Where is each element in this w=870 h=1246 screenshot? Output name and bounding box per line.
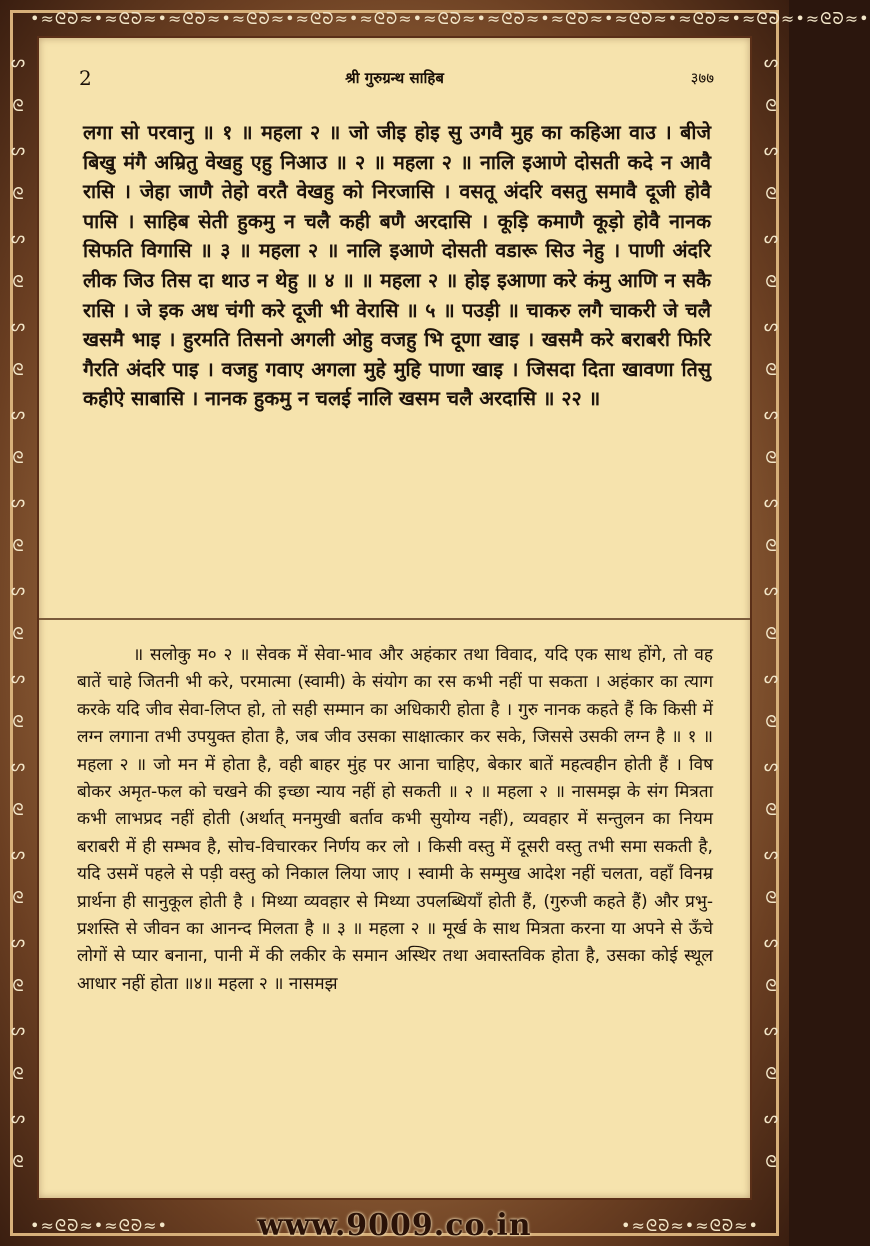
footer-website-link[interactable]: www.9009.co.in [257,1208,532,1243]
footer-left-ornament-icon: •≈ᘓᘐ≈•≈ᘓᘐ≈• [30,1216,168,1235]
page-header [39,66,750,92]
meaning-text-block [77,642,713,998]
page-number: 2 [79,66,92,90]
left-ornament-icon: ᔕ ᘓ ᔕ ᘓ ᔕ ᘓ ᔕ ᘓ ᔕ ᘓ ᔕ ᘓ ᔕ ᘓ ᔕ ᘓ ᔕ ᘓ ᔕ ᘓ ᔕ ᘓ ᔕ ᘓ ᔕ ᘓ [10,52,26,1171]
scripture-page [37,36,752,1200]
gurbani-paragraph: लगा सो परवानु ॥ १ ॥ महला २ ॥ जो जीइ होइ सु उगवै मुह का कहिआ वाउ । बीजे बिखु मंगै अम्रितु वेखहु एहु निआउ ॥ २ ॥ महला २ ॥ नालि इआणे दोसती कदे न आवै रासि । जेहा जाणै तेहो वरतै वेखहु को निरजासि । वसतू अंदरि वसतु समावै दूजी होवै पासि । साहिब सेती हुकमु न चलै कही बणै अरदासि । कूड़ि कमाणै कूड़ो होवै नानक सिफति विगासि ॥ ३ ॥ महला २ ॥ नालि इआणे दोसती वडारू सिउ नेहु । पाणी अंदरि लीक जिउ तिस दा थाउ न थेहु ॥ ४ ॥ ॥ महला २ ॥ होइ इआणा करे कंमु आणि न सकै रासि । जे इक अध चंगी करे दूजी भी वेरासि ॥ ५ ॥ पउड़ी ॥ चाकरु लगै चाकरी जे चलै खसमै भाइ । हुरमति तिसनो अगली ओहु वजहु भि दूणा खाइ । खसमै करे बराबरी फिरि गैरति अंदरि पाइ । वजहु गवाए अगला मुहे मुहि पाणा खाइ । जिसदा दिता खावणा तिसु कहीऐ साबासि । नानक हुकमु न चलई नालि खसम चलै अरदासि ॥ २२ ॥ [83,121,711,411]
footer-right-ornament-icon: •≈ᘓᘐ≈•≈ᘓᘐ≈• [621,1216,759,1235]
section-divider [39,618,750,620]
footer [0,1206,789,1246]
meaning-paragraph: ॥ सलोकु म० २ ॥ सेवक में सेवा-भाव और अहंकार तथा विवाद, यदि एक साथ होंगे, तो वह बातें चाहे जितनी भी करे, परमात्मा (स्वामी) के संयोग का रस कभी नहीं पा सकता । अहंकार का त्याग करके यदि जीव सेवा-लिप्त हो, तो सही सम्मान का अधिकारी होता है । गुरु नानक कहते हैं कि किसी में लग्न लगाना तभी उपयुक्त होता है, जब जीव उसका साक्षात्कार कर सके, जिससे उसकी लग्न है ॥ १ ॥ महला २ ॥ जो मन में होता है, वही बाहर मुंह पर आना चाहिए, बेकार बातें महत्वहीन होती हैं । विष बोकर अमृत-फल को चखने की इच्छा न्याय नहीं हो सकती ॥ २ ॥ महला २ ॥ नासमझ के संग मित्रता कभी लाभप्रद नहीं होती (अर्थात् मनमुखी बर्ताव कभी सुयोग्य नहीं), व्यवहार में सन्तुलन का नियम बराबरी में ही सम्भव है, सोच-विचारकर निर्णय कर लो । किसी वस्तु में दूसरी वस्तु तभी समा सकती है, यदि उसमें पहले से पड़ी वस्तु को निकाल लिया जाए । स्वामी के सम्मुख आदेश नहीं चलता, वहाँ विनम्र प्रार्थना ही सानुकूल होती है । मिथ्या व्यवहार से मिथ्या उपलब्धियाँ होती हैं, (गुरुजी कहते हैं) और प्रभु-प्रशस्ति से जीवन का आनन्द मिलता है ॥ ३ ॥ महला २ ॥ मूर्ख के साथ मित्रता करना या अपने से ऊँचे लोगों से प्यार बनाना, पानी में की लकीर के समान अस्थिर तथा अवास्तविक होता है, उसका कोई स्थूल आधार नहीं होता ॥४॥ महला २ ॥ नासमझ [77,645,714,994]
top-ornament-icon: •≈ᘓᘐ≈•≈ᘓᘐ≈•≈ᘓᘐ≈•≈ᘓᘐ≈•≈ᘓᘐ≈•≈ᘓᘐ≈•≈ᘓᘐ≈•≈ᘓᘐ≈•≈ᘓᘐ≈•≈ᘓᘐ≈•≈ᘓᘐ≈•≈ᘓᘐ≈•≈ᘓᘐ≈• [30,9,870,28]
right-ornament-icon: ᔕ ᘓ ᔕ ᘓ ᔕ ᘓ ᔕ ᘓ ᔕ ᘓ ᔕ ᘓ ᔕ ᘓ ᔕ ᘓ ᔕ ᘓ ᔕ ᘓ ᔕ ᘓ ᔕ ᘓ ᔕ ᘓ [763,52,779,1171]
page-title: श्री गुरुग्रन्थ साहिब [345,69,444,87]
gurbani-text-block [83,118,711,414]
page-number-devanagari: ३७७ [690,69,714,87]
